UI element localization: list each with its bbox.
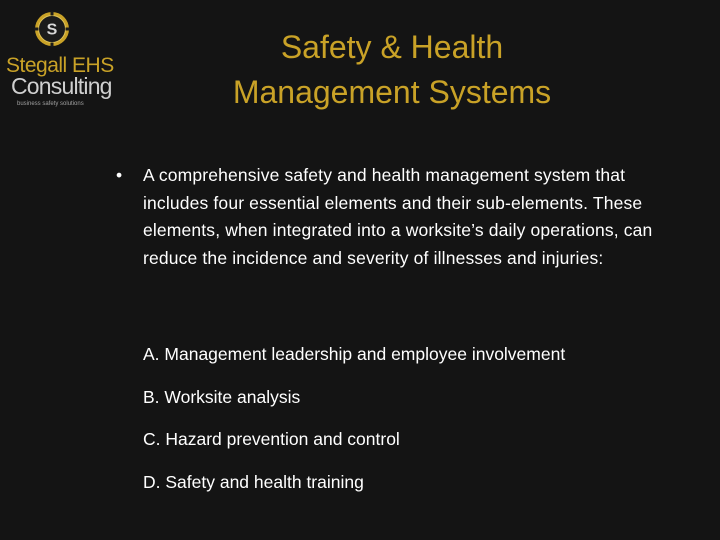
- bullet-icon: •: [116, 165, 123, 185]
- company-logo: [0, 6, 112, 110]
- slide-title-line-1: Safety & Health: [280, 29, 504, 65]
- slide-title: [150, 25, 634, 115]
- slide-title-line-2: Management Systems: [232, 74, 552, 110]
- list-item: D. Safety and health training: [143, 472, 364, 492]
- logo-seal-icon: [34, 11, 70, 47]
- list-item: C. Hazard prevention and control: [143, 429, 400, 449]
- logo-mark-letter: S: [46, 21, 58, 39]
- list-item: B. Worksite analysis: [143, 387, 301, 407]
- list-item: A. Management leadership and employee involvement: [143, 344, 566, 364]
- logo-tagline: business safety solutions: [17, 101, 84, 107]
- bullet-text: A comprehensive safety and health management system that includes four essential elements and their sub-elements. These elements, when integrated into a worksite’s daily operations, can reduce the incidence and severity of illnesses and injuries:: [143, 165, 653, 268]
- logo-company-subname: Consulting: [11, 73, 112, 99]
- logo-company-name: Stegall EHS: [6, 54, 114, 77]
